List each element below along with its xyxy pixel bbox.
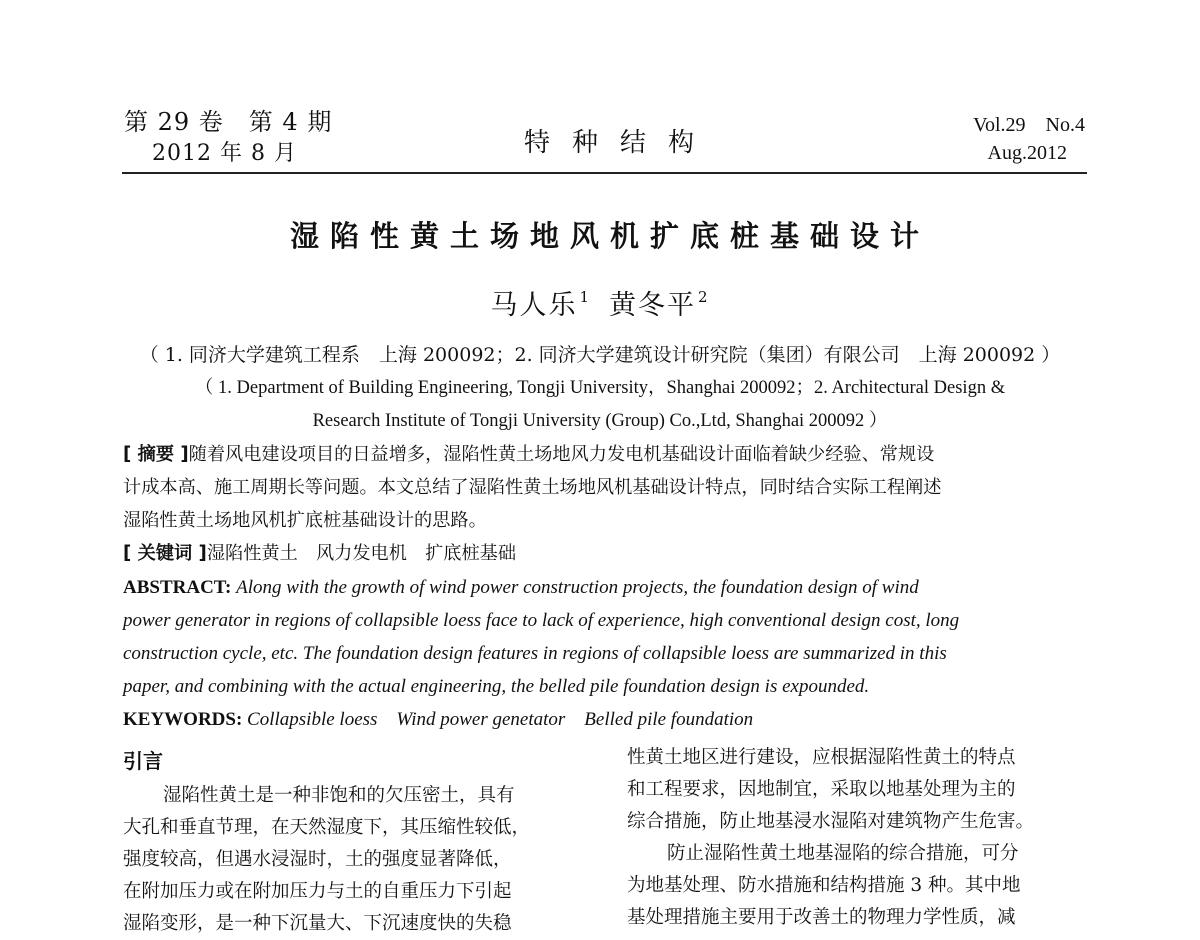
abstract-cn-text: 随着风电建设项目的日益增多，湿陷性黄土场地风力发电机基础设计面临着缺少经验、常规设: [188, 444, 935, 465]
abstract-cn-label: [ 摘要 ]: [123, 444, 189, 465]
abstract-cn-line: [123, 438, 1088, 471]
abstract-en-line: [123, 571, 1088, 604]
affiliation-cn: （ 1. 同济大学建筑工程系 上海 200092；2. 同济大学建筑设计研究院（集团）有限公司 上海 200092 ）: [139, 344, 1061, 366]
affiliation-en-line: （ 1. Department of Building Engineering, Tongji University，Shanghai 200092；2. Architectural Design &: [194, 378, 1006, 398]
author-affiliation-mark: 2: [698, 288, 710, 306]
keywords-cn-text: 湿陷性黄土 风力发电机 扩底桩基础: [206, 543, 517, 564]
author-list: [0, 283, 1200, 322]
section-heading: 引言: [123, 749, 163, 773]
paper-title: 湿陷性黄土场地风机扩底桩基础设计: [289, 219, 930, 253]
keywords-en: [123, 703, 1088, 736]
keywords-en-label: KEYWORDS:: [123, 709, 243, 730]
abstract-cn: [123, 438, 1088, 570]
abstract-en: [123, 571, 1088, 736]
body-line: 湿陷性黄土是一种非饱和的欠压密土，具有: [163, 785, 515, 806]
body-column-left: [123, 780, 585, 940]
volume-issue-en: Vol.29 No.4: [973, 114, 1085, 136]
body-line: 防止湿陷性黄土地基湿陷的综合措施，可分: [667, 843, 1019, 864]
abstract-cn-line: 计成本高、施工周期长等问题。本文总结了湿陷性黄土场地风机基础设计特点，同时结合实际工程阐述: [123, 477, 942, 498]
date-cn: 2012 年 8 月: [152, 141, 297, 166]
keywords-cn: [123, 537, 1088, 570]
abstract-en-line: paper, and combining with the actual engineering, the belled pile foundation design is expounded.: [123, 676, 870, 697]
author-name: 马人乐: [490, 290, 578, 321]
keywords-cn-label: [ 关键词 ]: [123, 543, 207, 564]
volume-issue-cn: 第 29 卷 第 4 期: [124, 108, 333, 136]
keywords-en-text: Collapsible loess Wind power genetator Belled pile foundation: [247, 709, 754, 730]
affiliation-en-line: Research Institute of Tongji University (Group) Co.,Ltd, Shanghai 200092 ）: [312, 411, 888, 431]
author-name: 黄冬平: [609, 290, 696, 321]
abstract-cn-line: 湿陷性黄土场地风机扩底桩基础设计的思路。: [123, 510, 487, 531]
body-line: 基处理措施主要用于改善土的物理力学性质，减: [627, 907, 1016, 928]
abstract-en-line: construction cycle, etc. The foundation design features in regions of collapsible loess are summarized in this: [123, 643, 947, 664]
body-line: 性黄土地区进行建设，应根据湿陷性黄土的特点: [627, 747, 1016, 768]
body-line: 大孔和垂直节理，在天然湿度下，其压缩性较低，: [123, 817, 531, 838]
body-line: 和工程要求，因地制宜，采取以地基处理为主的: [627, 779, 1016, 800]
header-rule: [122, 172, 1087, 174]
body-line: 湿陷变形，是一种下沉量大、下沉速度快的失稳: [123, 913, 512, 934]
body-line: 在附加压力或在附加压力与土的自重压力下引起: [123, 881, 512, 902]
body-column-right: [627, 742, 1089, 934]
author-affiliation-mark: 1: [579, 288, 591, 306]
abstract-en-text: Along with the growth of wind power construction projects, the foundation design of wind: [236, 577, 919, 598]
journal-name: 特种结构: [523, 128, 716, 158]
abstract-en-line: power generator in regions of collapsible loess face to lack of experience, high conventional design cost, long: [123, 610, 960, 631]
abstract-en-label: ABSTRACT:: [123, 577, 232, 598]
date-en: Aug.2012: [987, 142, 1067, 164]
body-line: 综合措施，防止地基浸水湿陷对建筑物产生危害。: [627, 811, 1035, 832]
body-line: 为地基处理、防水措施和结构措施 3 种。其中地: [627, 875, 1021, 896]
body-line: 强度较高，但遇水浸湿时，土的强度显著降低，: [123, 849, 512, 870]
